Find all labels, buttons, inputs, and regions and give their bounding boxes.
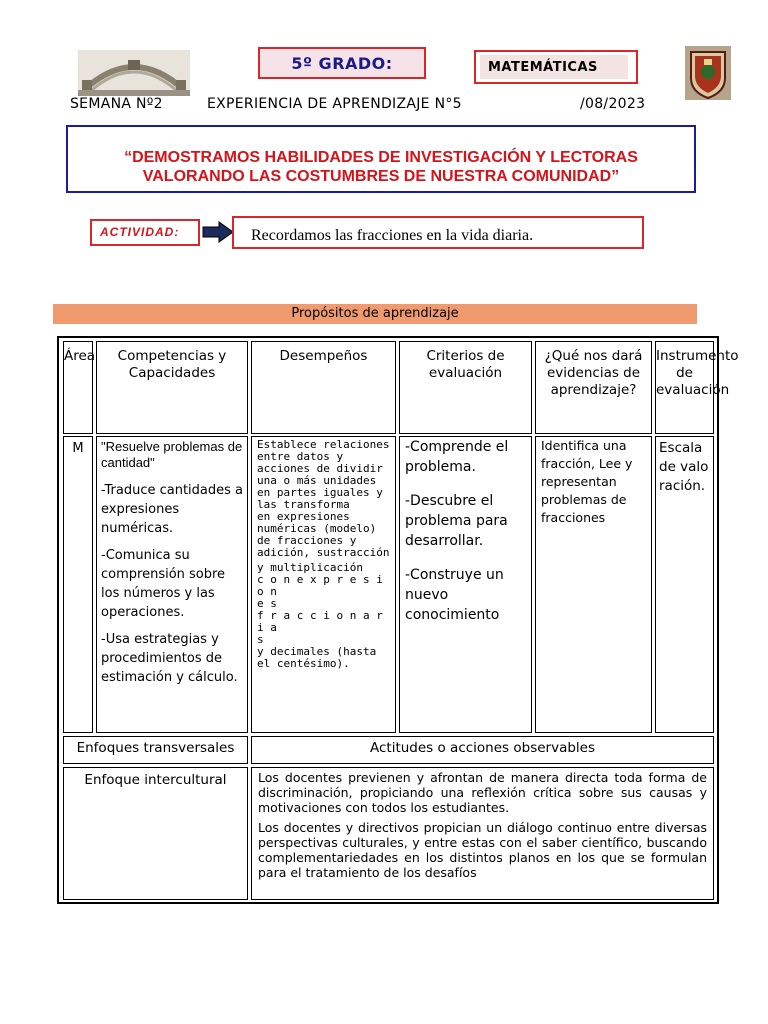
approach-name: Enfoque intercultural (63, 767, 248, 900)
performance-line: entre datos y (257, 450, 344, 463)
criterion-item: -Construye un nuevo conocimiento (405, 567, 504, 623)
capacity-item: -Usa estrategias y procedimientos de estimación y cálculo. (101, 632, 238, 685)
area-label: MATEMÁTICAS (480, 55, 628, 79)
activity-text: Recordamos las fracciones en la vida diaria. (232, 216, 644, 249)
col-header-performance: Desempeños (251, 341, 396, 434)
col-header-evidence: ¿Qué nos dará evidencias de aprendizaje? (535, 341, 652, 434)
col-header-actions: Actitudes o acciones observables (251, 736, 714, 764)
col-header-competences: Competencias y Capacidades (96, 341, 248, 434)
arrow-right-icon (202, 221, 234, 243)
performance-line: numéricas (modelo) (257, 522, 377, 535)
col-header-area: Área (63, 341, 93, 434)
cell-performance (251, 436, 396, 733)
date-label: /08/2023 (580, 96, 646, 112)
activity-label: ACTIVIDAD: (90, 219, 200, 246)
cell-competences (96, 436, 248, 733)
grade-label: 5º GRADO: (258, 47, 426, 79)
capacity-item: -Traduce cantidades a expresiones numéricas. (101, 483, 244, 536)
area-box (474, 50, 638, 84)
performance-line: e s (257, 597, 277, 610)
performance-line: el centésimo). (257, 657, 350, 670)
experience-label: EXPERIENCIA DE APRENDIZAJE N°5 (207, 96, 462, 112)
cell-area: M (63, 436, 93, 733)
performance-line: de fracciones y (257, 534, 357, 547)
capacity-item: -Comunica su comprensión sobre los números y las operaciones. (101, 548, 226, 620)
performance-line: acciones de dividir (257, 462, 383, 475)
performance-line: adición, sustracción (257, 546, 390, 559)
col-header-criteria: Criterios de evaluación (399, 341, 532, 434)
performance-line: f r a c c i o n a r i a (257, 609, 383, 634)
col-header-instrument: Instrumento de evaluación (655, 341, 714, 434)
cell-actions (251, 767, 714, 900)
criterion-item: -Comprende el problema. (405, 439, 509, 475)
performance-line: s (257, 633, 264, 646)
criterion-item: -Descubre el problema para desarrollar. (405, 493, 508, 549)
week-label: SEMANA Nº2 (70, 96, 163, 112)
purposes-heading: Propósitos de aprendizaje (53, 304, 697, 324)
purposes-table (57, 336, 739, 904)
action-item: Los docentes previenen y afrontan de manera directa toda forma de discriminación, propiciando una reflexión crítica sobre sus causas y motivaciones con todos los estudiantes. (258, 770, 707, 815)
meta-row (70, 96, 690, 116)
competence-title: "Resuelve problemas de cantidad" (101, 439, 243, 470)
col-header-approaches: Enfoques transversales (63, 736, 248, 764)
performance-line: una o más unidades (257, 474, 377, 487)
performance-line: las transforma (257, 498, 350, 511)
title-line-1: “DEMOSTRAMOS HABILIDADES DE INVESTIGACIÓN Y LECTORAS (124, 149, 638, 166)
title-line-2: VALORANDO LAS COSTUMBRES DE NUESTRA COMUNIDAD” (142, 168, 620, 185)
action-item: Los docentes y directivos propician un diálogo continuo entre diversas perspectivas culturales, y entre estas con el saber científico, buscando complementariedades en los distintos planos en los que se formulan para el tratamiento de los desafíos (258, 820, 707, 880)
school-seal-logo (685, 46, 731, 100)
performance-line: Establece relaciones (257, 438, 390, 451)
cell-evidence: Identifica una fracción, Lee y representan problemas de fracciones (535, 436, 652, 733)
performance-line: y decimales (hasta (257, 645, 377, 658)
performance-line: y multiplicación (257, 561, 363, 574)
performance-line: en expresiones (257, 510, 350, 523)
cell-instrument: Escala de valoración. (655, 436, 714, 733)
performance-line: c o n e x p r e s i o n (257, 573, 383, 598)
cell-criteria (399, 436, 532, 733)
performance-line: en partes iguales y (257, 486, 383, 499)
page-title (66, 125, 696, 193)
school-arch-logo (78, 50, 190, 96)
